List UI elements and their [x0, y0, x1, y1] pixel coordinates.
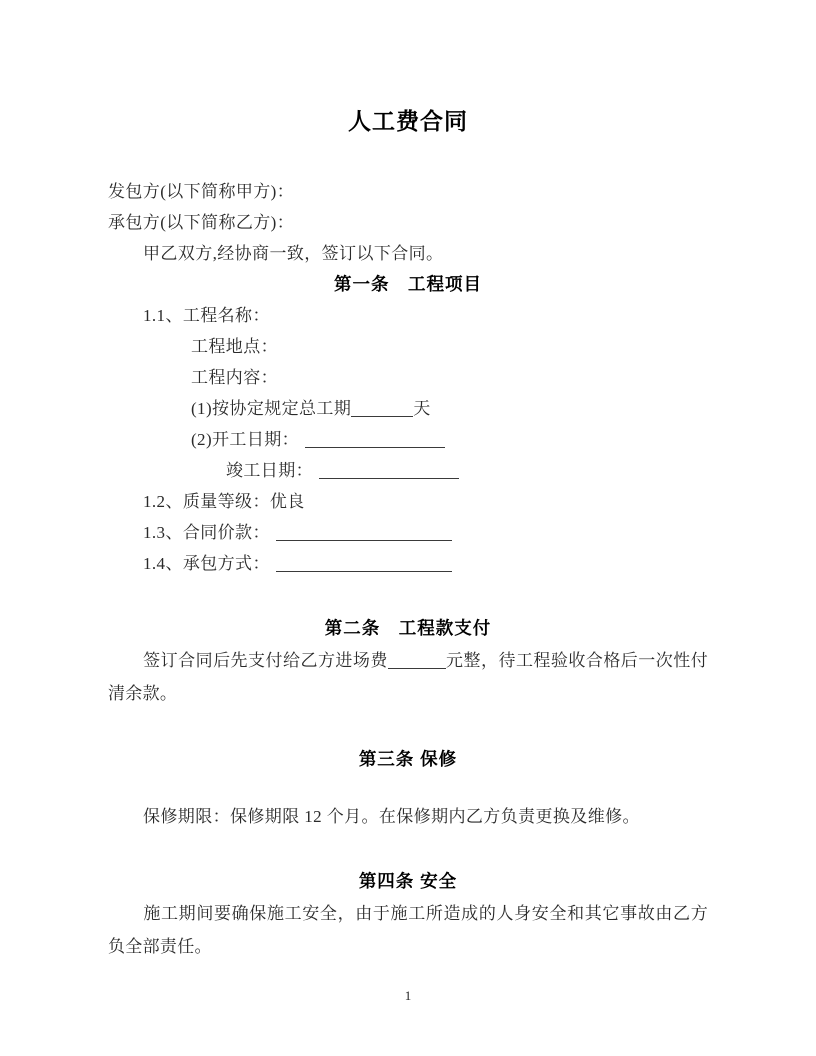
payment-prefix-text: 签订合同后先支付给乙方进场费 — [143, 651, 388, 670]
duration-prefix-label: (1)按协定规定总工期 — [191, 399, 352, 418]
safety-paragraph — [108, 897, 708, 963]
party-b-line: 承包方(以下简称乙方)： — [108, 213, 295, 232]
duration-blank-field[interactable] — [351, 416, 413, 417]
end-date-blank-field[interactable] — [319, 478, 459, 479]
project-location-line: 工程地点： — [191, 337, 278, 356]
section-heading-4: 第四条 安全 — [358, 871, 458, 891]
project-duration-line — [108, 393, 708, 424]
contract-price-label: 1.3、合同价款： — [143, 523, 270, 542]
spacer — [108, 579, 708, 613]
payment-amount-blank-field[interactable] — [388, 668, 446, 669]
project-content-line: 工程内容： — [191, 368, 278, 387]
contract-price-line — [108, 517, 708, 548]
spacer — [108, 775, 708, 801]
quality-grade-line: 1.2、质量等级：优良 — [143, 492, 305, 511]
page-number: 1 — [404, 988, 412, 1003]
end-date-line — [108, 455, 708, 486]
document-body — [108, 176, 708, 963]
section-heading-1: 第一条 工程项目 — [334, 274, 482, 294]
section-heading-2: 第二条 工程款支付 — [324, 618, 492, 638]
start-date-line — [108, 424, 708, 455]
payment-suffix-text: 元整，待工程验收合格后一次性付清余款。 — [108, 651, 709, 703]
spacer — [108, 832, 708, 866]
contract-mode-line — [108, 548, 708, 579]
start-date-blank-field[interactable] — [305, 447, 445, 448]
contract-mode-blank-field[interactable] — [276, 571, 452, 572]
start-date-label: (2)开工日期： — [191, 430, 300, 449]
project-name-line: 1.1、工程名称： — [143, 306, 270, 325]
payment-paragraph — [108, 644, 708, 710]
agreement-line: 甲乙双方,经协商一致，签订以下合同。 — [143, 244, 444, 263]
spacer — [108, 710, 708, 744]
section-heading-3: 第三条 保修 — [358, 749, 458, 769]
party-a-line: 发包方(以下简称甲方)： — [108, 182, 295, 201]
duration-suffix-label: 天 — [413, 399, 431, 418]
warranty-paragraph: 保修期限：保修期限 12 个月。在保修期内乙方负责更换及维修。 — [143, 807, 640, 826]
safety-paragraph-text: 施工期间要确保施工安全，由于施工所造成的人身安全和其它事故由乙方负全部责任。 — [108, 904, 708, 956]
contract-price-blank-field[interactable] — [276, 540, 452, 541]
contract-mode-label: 1.4、承包方式： — [143, 554, 270, 573]
page-title: 人工费合同 — [348, 108, 468, 134]
end-date-label: 竣工日期： — [226, 461, 313, 480]
